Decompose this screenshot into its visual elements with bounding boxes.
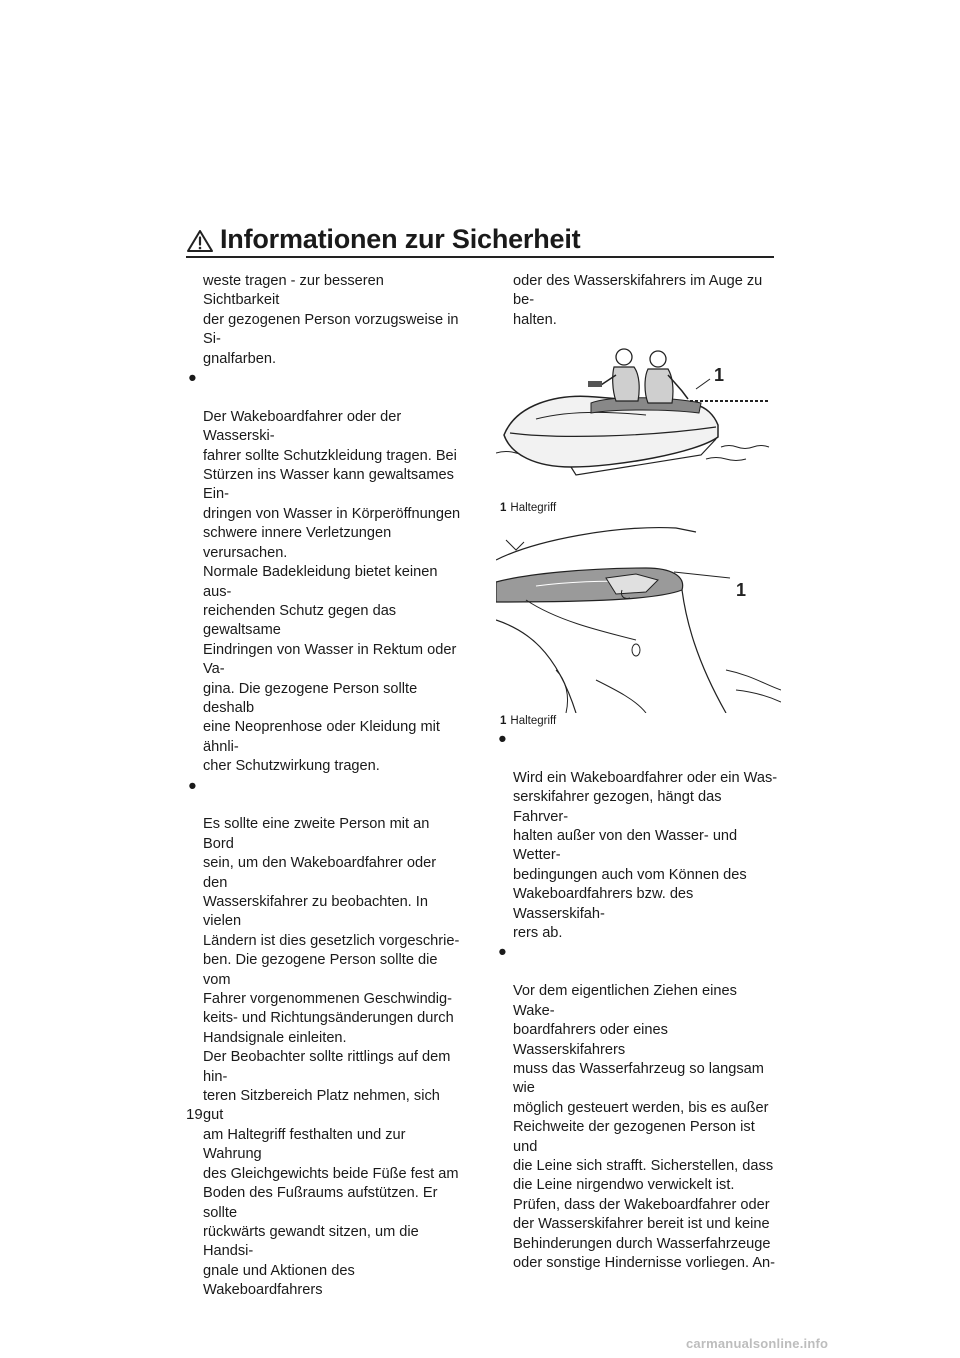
page-title: Informationen zur Sicherheit [220,224,581,254]
bullet-dot-icon: ● [188,370,197,387]
left-column [186,272,464,1301]
bullet-item [496,730,778,943]
bullet-text: Wird ein Wakeboardfahrer oder ein Was- serskifahrer gezogen, hängt das Fahrver- halten außer von den Wasser- und Wetter- bedingungen auch vom Können des Wakeboardfahrers bzw. des Wasserskifah- rers ab. [513,769,778,942]
page-header [186,226,774,258]
bullet-text: Vor dem eigentlichen Ziehen eines Wake- boardfahrers oder eines Wasserskifahrers muss das Wasserfahrzeug so langsam wie möglich gesteuert werden, bis es außer Reichweite der gezogenen Person ist und die Leine sich strafft. Sicherstellen, dass die Leine nirgendwo verwickelt ist. Prüfen, dass der Wakeboardfahrer oder der Wasserskifahrer bereit ist und keine Behinderungen durch Wasserfahrzeuge oder sonstige Hindernisse vorliegen. An- [513,983,776,1271]
bullet-item [186,369,464,777]
caption-text: Haltegriff [510,502,557,514]
caption-text: Haltegriff [510,715,557,727]
bullet-text: Der Wakeboardfahrer oder der Wasserski- fahrer sollte Schutzkleidung tragen. Bei Stürzen ins Wasser kann gewaltsames Ein- dringen von Wasser in Körperöffnungen schwere innere Verletzungen verursachen. Normale Badekleidung bietet keinen aus- reichenden Schutz gegen das gewaltsame Eindringen von Wasser in Rektum oder Va- gina. Die gezogene Person sollte deshalb eine Neoprenhose oder Kleidung mit ähnli- cher Schutzwirkung tragen. [203,408,461,775]
caption-number: 1 [500,715,507,727]
bullet-text: Es sollte eine zweite Person mit an Bord sein, um den Wakeboardfahrer oder den Wasserskifahrer zu beobachten. In vielen Ländern ist dies gesetzlich vorgeschrie- ben. Die gezogene Person sollte die vom Fahrer vorgenommenen Geschwindig- keits- und Richtungsänderungen durch Handsignale einleiten. Der Beobachter sollte rittlings auf dem hin- teren Sitzbereich Platz nehmen, sich gut am Haltegriff festhalten und zur Wahrung des Gleichgewichts beide Füße fest am Boden des Fußraums aufstützen. Er sollte rückwärts gewandt sitzen, um die Handsi- gnale und Aktionen des Wakeboardfahrers [203,816,460,1299]
grab-handle-illustration [496,520,781,713]
figure1-callout: 1 [714,365,725,385]
page-number: 19 [186,1106,203,1123]
figure2-callout: 1 [736,580,747,600]
watermark: carmanualsonline.info [686,1336,829,1351]
bullet-dot-icon: ● [188,777,197,794]
caption-number: 1 [500,502,507,514]
intro-paragraph: weste tragen - zur besseren Sichtbarkeit der gezogenen Person vorzugsweise in Si- gnalfarben. [203,273,459,367]
bullet-item [496,943,778,1273]
bullet-dot-icon: ● [498,944,507,961]
continuation-paragraph: oder des Wasserskifahrers im Auge zu be- halten. [513,273,763,328]
watercraft-riders-illustration [496,335,781,490]
bullet-dot-icon: ● [498,731,507,747]
bullet-item [186,777,464,1301]
right-column-top [496,272,776,330]
figure1-caption [500,502,556,514]
warning-triangle-icon [186,229,214,253]
figure2-caption [500,715,556,727]
right-column-bullets [496,730,778,1273]
